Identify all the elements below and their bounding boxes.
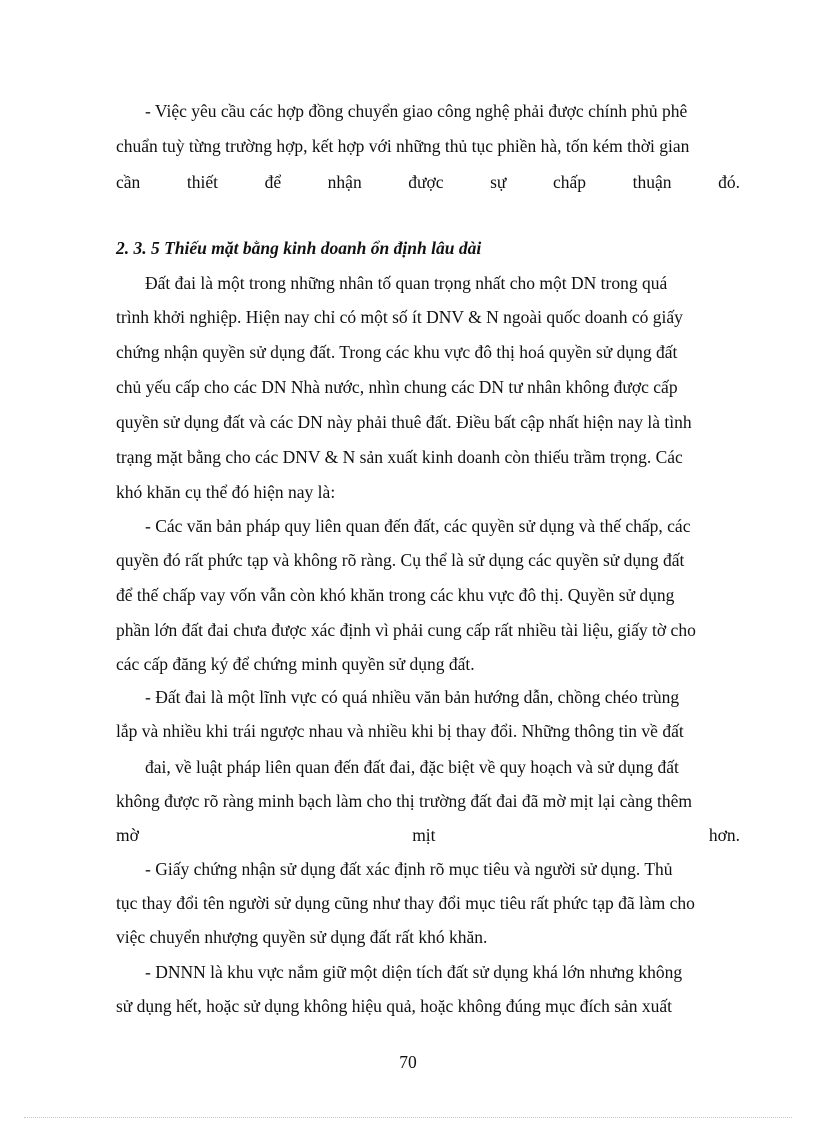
text-line: việc chuyển nhượng quyền sử dụng đất rất khó khăn.: [116, 927, 488, 947]
text-line: không được rõ ràng minh bạch làm cho thị trường đất đai đã mờ mịt lại càng thêm: [116, 791, 692, 811]
text-line: quyền đó rất phức tạp và không rõ ràng. Cụ thể là sử dụng các quyền sử dụng đất: [116, 550, 685, 570]
word: sự: [490, 172, 507, 192]
spread-text-line: [116, 171, 740, 193]
text-line: để thế chấp vay vốn vẫn còn khó khăn trong các khu vực đô thị. Quyền sử dụng: [116, 585, 675, 605]
text-line: phần lớn đất đai chưa được xác định vì phải cung cấp rất nhiều tài liệu, giấy tờ cho: [116, 620, 696, 640]
word: chấp: [553, 172, 587, 192]
text-line: sử dụng hết, hoặc sử dụng không hiệu quả, hoặc không đúng mục đích sản xuất: [116, 996, 673, 1016]
text-line: đai, về luật pháp liên quan đến đất đai, đặc biệt về quy hoạch và sử dụng đất: [145, 757, 679, 777]
word: nhận: [327, 172, 362, 192]
text-line: các cấp đăng ký để chứng minh quyền sử dụng đất.: [116, 654, 475, 674]
text-line: khó khăn cụ thể đó hiện nay là:: [116, 482, 336, 502]
word: cần: [116, 172, 141, 192]
word: để: [264, 172, 282, 192]
section-heading: 2. 3. 5 Thiếu mặt bằng kinh doanh ổn định lâu dài: [116, 238, 482, 258]
text-line: chuẩn tuỳ từng trường hợp, kết hợp với những thủ tục phiền hà, tốn kém thời gian: [116, 136, 690, 156]
text-line: tục thay đổi tên người sử dụng cũng như thay đổi mục tiêu rất phức tạp đã làm cho: [116, 893, 695, 913]
spread-text-line: [116, 824, 740, 846]
word: mịt: [412, 825, 436, 845]
page-bottom-divider: [24, 1117, 792, 1118]
word: thuận: [632, 172, 672, 192]
text-line: Đất đai là một trong những nhân tố quan trọng nhất cho một DN trong quá: [145, 273, 668, 293]
word: thiết: [186, 172, 218, 192]
word: hơn.: [708, 825, 740, 845]
text-line: chủ yếu cấp cho các DN Nhà nước, nhìn chung các DN tư nhân không được cấp: [116, 377, 678, 397]
text-line: - Giấy chứng nhận sử dụng đất xác định rõ mục tiêu và người sử dụng. Thủ: [145, 859, 673, 879]
text-line: - Đất đai là một lĩnh vực có quá nhiều văn bản hướng dẫn, chồng chéo trùng: [145, 687, 680, 707]
word: đó.: [718, 172, 740, 192]
text-line: chứng nhận quyền sử dụng đất. Trong các khu vực đô thị hoá quyền sử dụng đất: [116, 342, 678, 362]
text-line: trạng mặt bằng cho các DNV & N sản xuất kinh doanh còn thiếu trầm trọng. Các: [116, 447, 683, 467]
text-line: lắp và nhiều khi trái ngược nhau và nhiều khi bị thay đổi. Những thông tin về đất: [116, 721, 684, 741]
text-line: - Việc yêu cầu các hợp đồng chuyển giao công nghệ phải được chính phủ phê: [145, 101, 688, 121]
text-line: trình khởi nghiệp. Hiện nay chỉ có một số ít DNV & N ngoài quốc doanh có giấy: [116, 307, 683, 327]
text-line: - DNNN là khu vực nắm giữ một diện tích đất sử dụng khá lớn nhưng không: [145, 962, 683, 982]
text-line: quyền sử dụng đất và các DN này phải thuê đất. Điều bất cập nhất hiện nay là tình: [116, 412, 692, 432]
text-line: - Các văn bản pháp quy liên quan đến đất, các quyền sử dụng và thế chấp, các: [145, 516, 691, 536]
word: được: [408, 172, 444, 192]
word: mờ: [116, 825, 139, 845]
page-number: 70: [399, 1052, 417, 1072]
